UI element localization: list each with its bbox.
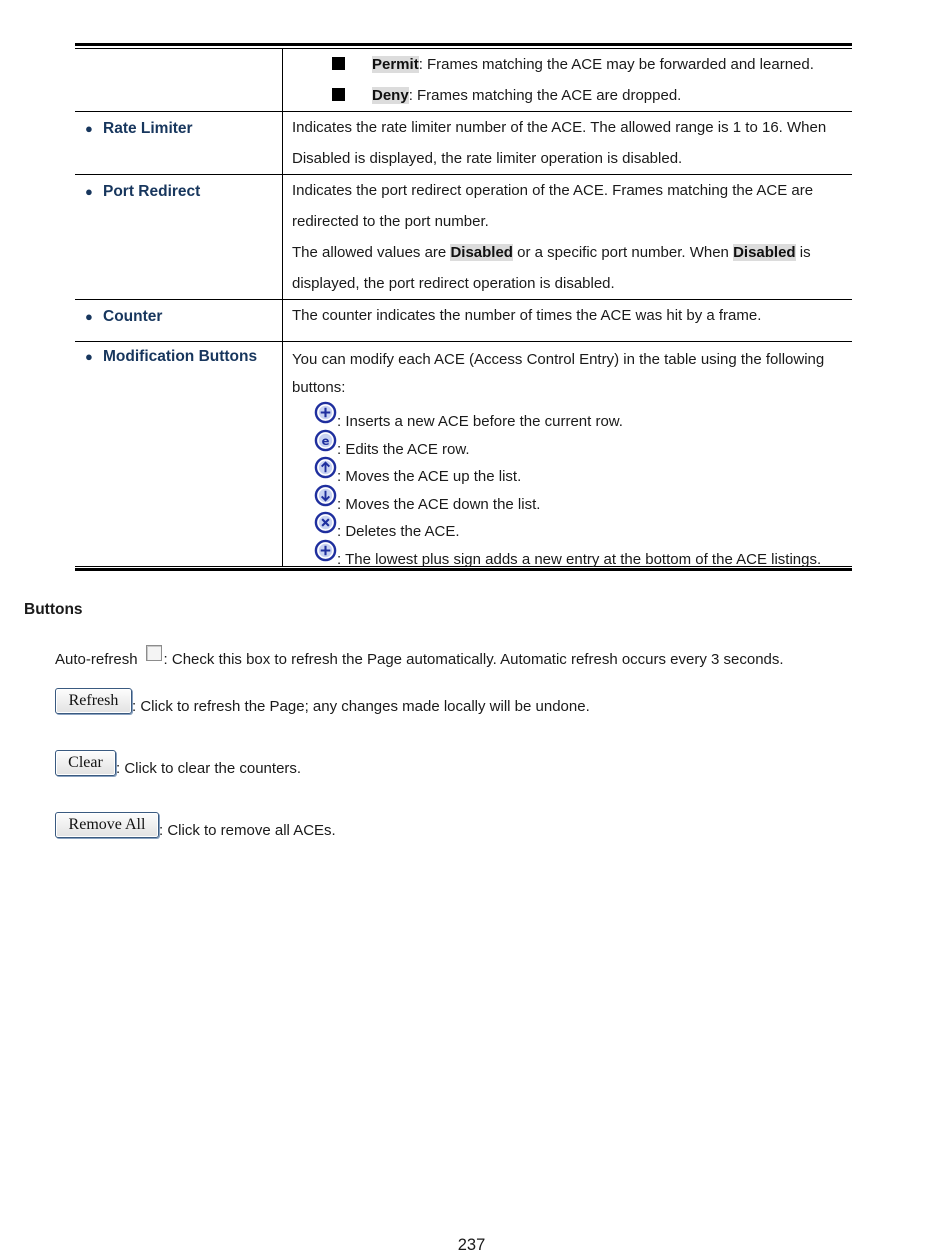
port-redirect-desc: Indicates the port redirect operation of the ACE. Frames matching the ACE are redirected to the port number. The allowed values are Disabled or a specific port number. When Disabled is displayed, the port redirect operation is disabled.: [283, 175, 853, 300]
parameter-table: [75, 43, 852, 571]
down-arrow-circle-icon: [314, 484, 337, 507]
remove-all-line: Remove All : Click to remove all ACEs.: [55, 812, 336, 839]
plus-circle-icon: [314, 401, 337, 424]
square-bullet-icon: [332, 88, 345, 101]
move-down-item: : Moves the ACE down the list.: [283, 484, 852, 512]
delete-item: : Deletes the ACE.: [283, 511, 852, 539]
edit-item: e : Edits the ACE row.: [283, 429, 852, 457]
clear-button[interactable]: Clear: [55, 750, 116, 776]
refresh-line: Refresh : Click to refresh the Page; any changes made locally will be undone.: [55, 688, 590, 715]
action-row: [75, 49, 852, 112]
port-redirect-label: ● Port Redirect: [85, 183, 201, 200]
buttons-section-title: Buttons: [24, 601, 83, 618]
port-redirect-row: [75, 175, 852, 300]
deny-item: Deny: Frames matching the ACE are dropped.: [283, 80, 852, 111]
bullet-icon: ●: [85, 349, 93, 364]
auto-refresh-line: Auto-refresh : Check this box to refresh the Page automatically. Automatic refresh occurs every 3 seconds.: [55, 645, 784, 668]
bullet-icon: ●: [85, 184, 93, 199]
modification-row: [75, 342, 852, 567]
svg-text:e: e: [321, 433, 330, 448]
page-number: 237: [457, 1236, 486, 1254]
move-up-item: : Moves the ACE up the list.: [283, 456, 852, 484]
rate-limiter-row: [75, 112, 852, 175]
counter-label: ● Counter: [85, 308, 163, 325]
permit-item: Permit: Frames matching the ACE may be forwarded and learned.: [283, 49, 852, 80]
rate-limiter-label: ● Rate Limiter: [85, 120, 193, 137]
edit-circle-icon: [314, 429, 337, 452]
refresh-button[interactable]: Refresh: [55, 688, 132, 714]
add-bottom-item: : The lowest plus sign adds a new entry at the bottom of the ACE listings.: [283, 539, 852, 567]
bullet-icon: ●: [85, 121, 93, 136]
remove-all-button[interactable]: Remove All: [55, 812, 159, 838]
modification-label: ● Modification Buttons: [85, 348, 258, 365]
up-arrow-circle-icon: [314, 456, 337, 479]
clear-line: Clear : Click to clear the counters.: [55, 750, 301, 777]
insert-item: : Inserts a new ACE before the current row.: [283, 401, 852, 429]
counter-row: [75, 300, 852, 342]
counter-desc: The counter indicates the number of times the ACE was hit by a frame.: [283, 300, 853, 342]
plus-circle-icon: [314, 539, 337, 562]
action-param-cell: [75, 49, 283, 112]
square-bullet-icon: [332, 57, 345, 70]
auto-refresh-checkbox[interactable]: [146, 645, 162, 661]
modification-desc: You can modify each ACE (Access Control Entry) in the table using the following buttons: : Inserts a new ACE before the current row. e : Edits the ACE row. : Moves the ACE up the list. : Moves the ACE down the list. : Deletes the ACE. : The lowest plus sign adds a new entry at the bottom of the ACE listings.: [283, 342, 853, 567]
rate-limiter-desc: Indicates the rate limiter number of the ACE. The allowed range is 1 to 16. When Disabled is displayed, the rate limiter operation is disabled.: [283, 112, 853, 175]
action-desc-cell: [283, 49, 853, 112]
bullet-icon: ●: [85, 309, 93, 324]
x-circle-icon: [314, 511, 337, 534]
